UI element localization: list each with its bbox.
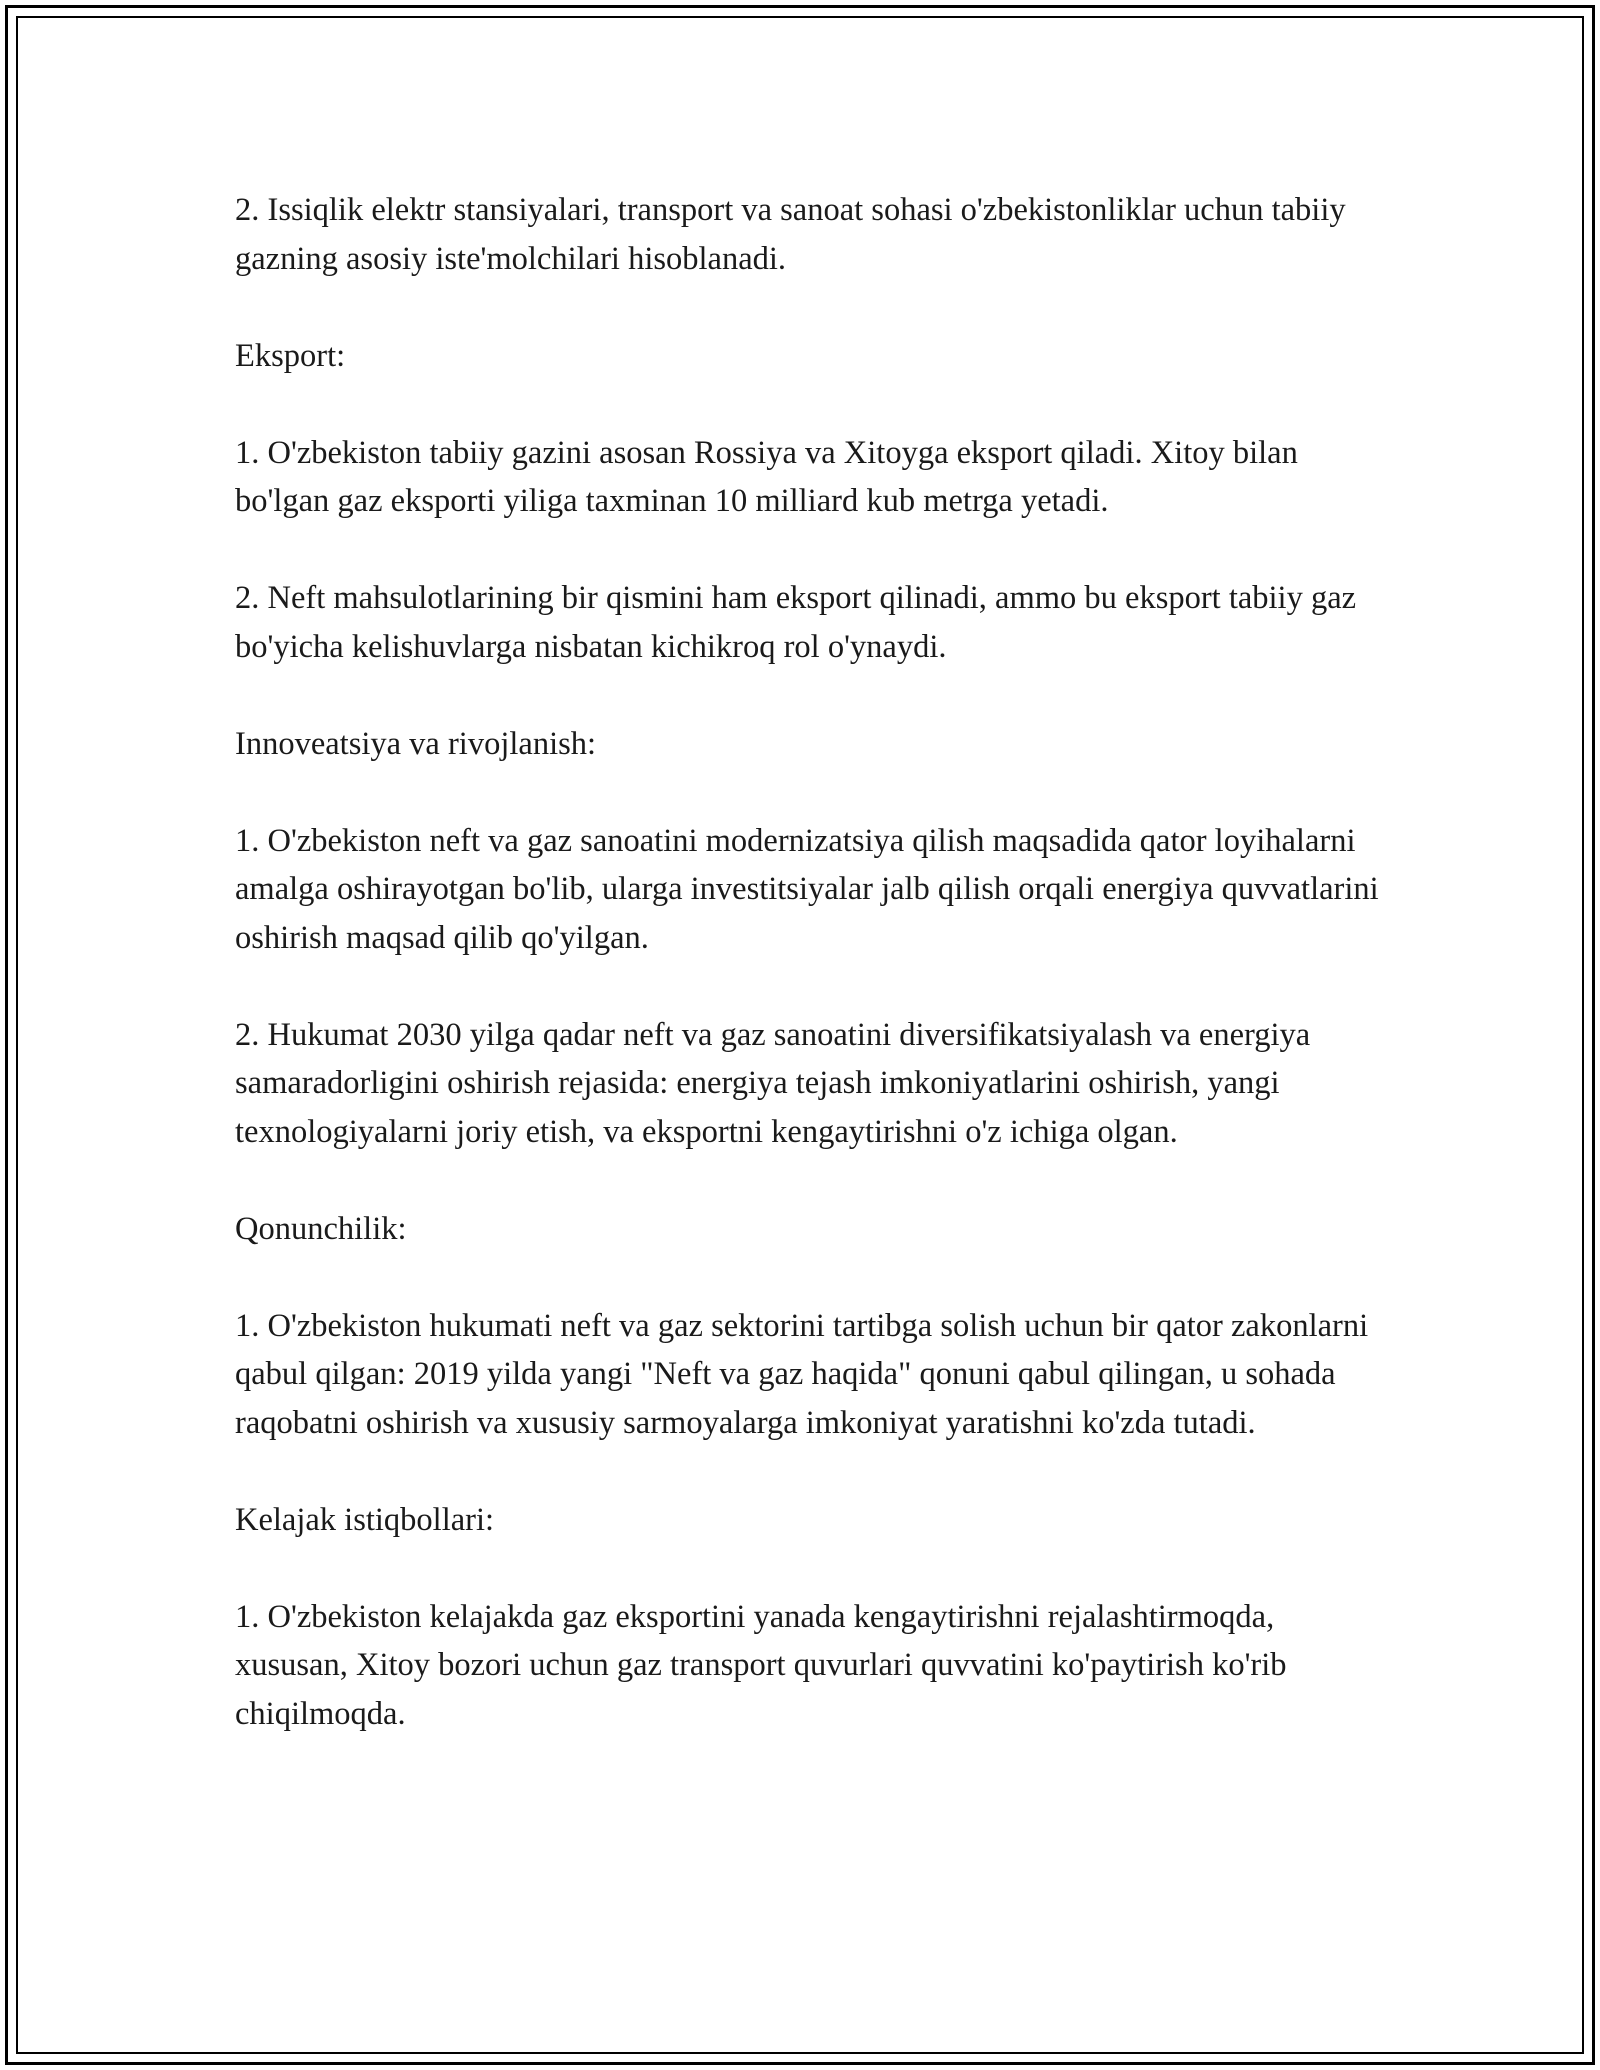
heading-export: Eksport:: [235, 337, 346, 374]
paragraph-modernization: 1. O'zbekiston neft va gaz sanoatini modernizatsiya qilish maqsadida qator loyihalarni amalga oshirayotgan bo'lib, ularga investitsiyalar jalb qilish orqali energiya quvvatlarini oshirish maqsad qilib qo'yilgan.: [235, 822, 1379, 956]
paragraph-oil-export: 2. Neft mahsulotlarining bir qismini ham eksport qilinadi, ammo bu eksport tabiiy gaz bo'yicha kelishuvlarga nisbatan kichikroq rol o'ynaydi.: [235, 580, 1357, 665]
heading-future-prospects: Kelajak istiqbollari:: [235, 1501, 495, 1538]
paragraph-future-export: 1. O'zbekiston kelajakda gaz eksportini yanada kengaytirishni rejalashtirmoqda, xususan, Xitoy bozori uchun gaz transport quvurlari quvvatini ko'paytirish ko'rib chiqilmoqda.: [235, 1598, 1287, 1732]
paragraph-gas-consumers: 2. Issiqlik elektr stansiyalari, transport va sanoat sohasi o'zbekistonliklar uchun tabiiy gazning asosiy iste'molchilari hisoblanadi.: [235, 192, 1346, 277]
paragraph-gas-export: 1. O'zbekiston tabiiy gazini asosan Rossiya va Xitoyga eksport qiladi. Xitoy bilan bo'lgan gaz eksporti yiliga taxminan 10 milliard kub metrga yetadi.: [235, 434, 1298, 519]
document-body: [235, 186, 1385, 1787]
paragraph-government-plan: 2. Hukumat 2030 yilga qadar neft va gaz sanoatini diversifikatsiyalash va energiya samaradorligini oshirish rejasida: energiya tejash imkoniyatlarini oshirish, yangi texnologiyalarni joriy etish, va eksportni kengaytirishni o'z ichiga olgan.: [235, 1016, 1311, 1150]
heading-innovation: Innoveatsiya va rivojlanish:: [235, 725, 597, 762]
heading-legislation: Qonunchilik:: [235, 1210, 407, 1247]
paragraph-laws: 1. O'zbekiston hukumati neft va gaz sektorini tartibga solish uchun bir qator zakonlarni qabul qilgan: 2019 yilda yangi "Neft va gaz haqida" qonuni qabul qilingan, u sohada raqobatni oshirish va xususiy sarmoyalarga imkoniyat yaratishni ko'zda tutadi.: [235, 1307, 1369, 1441]
